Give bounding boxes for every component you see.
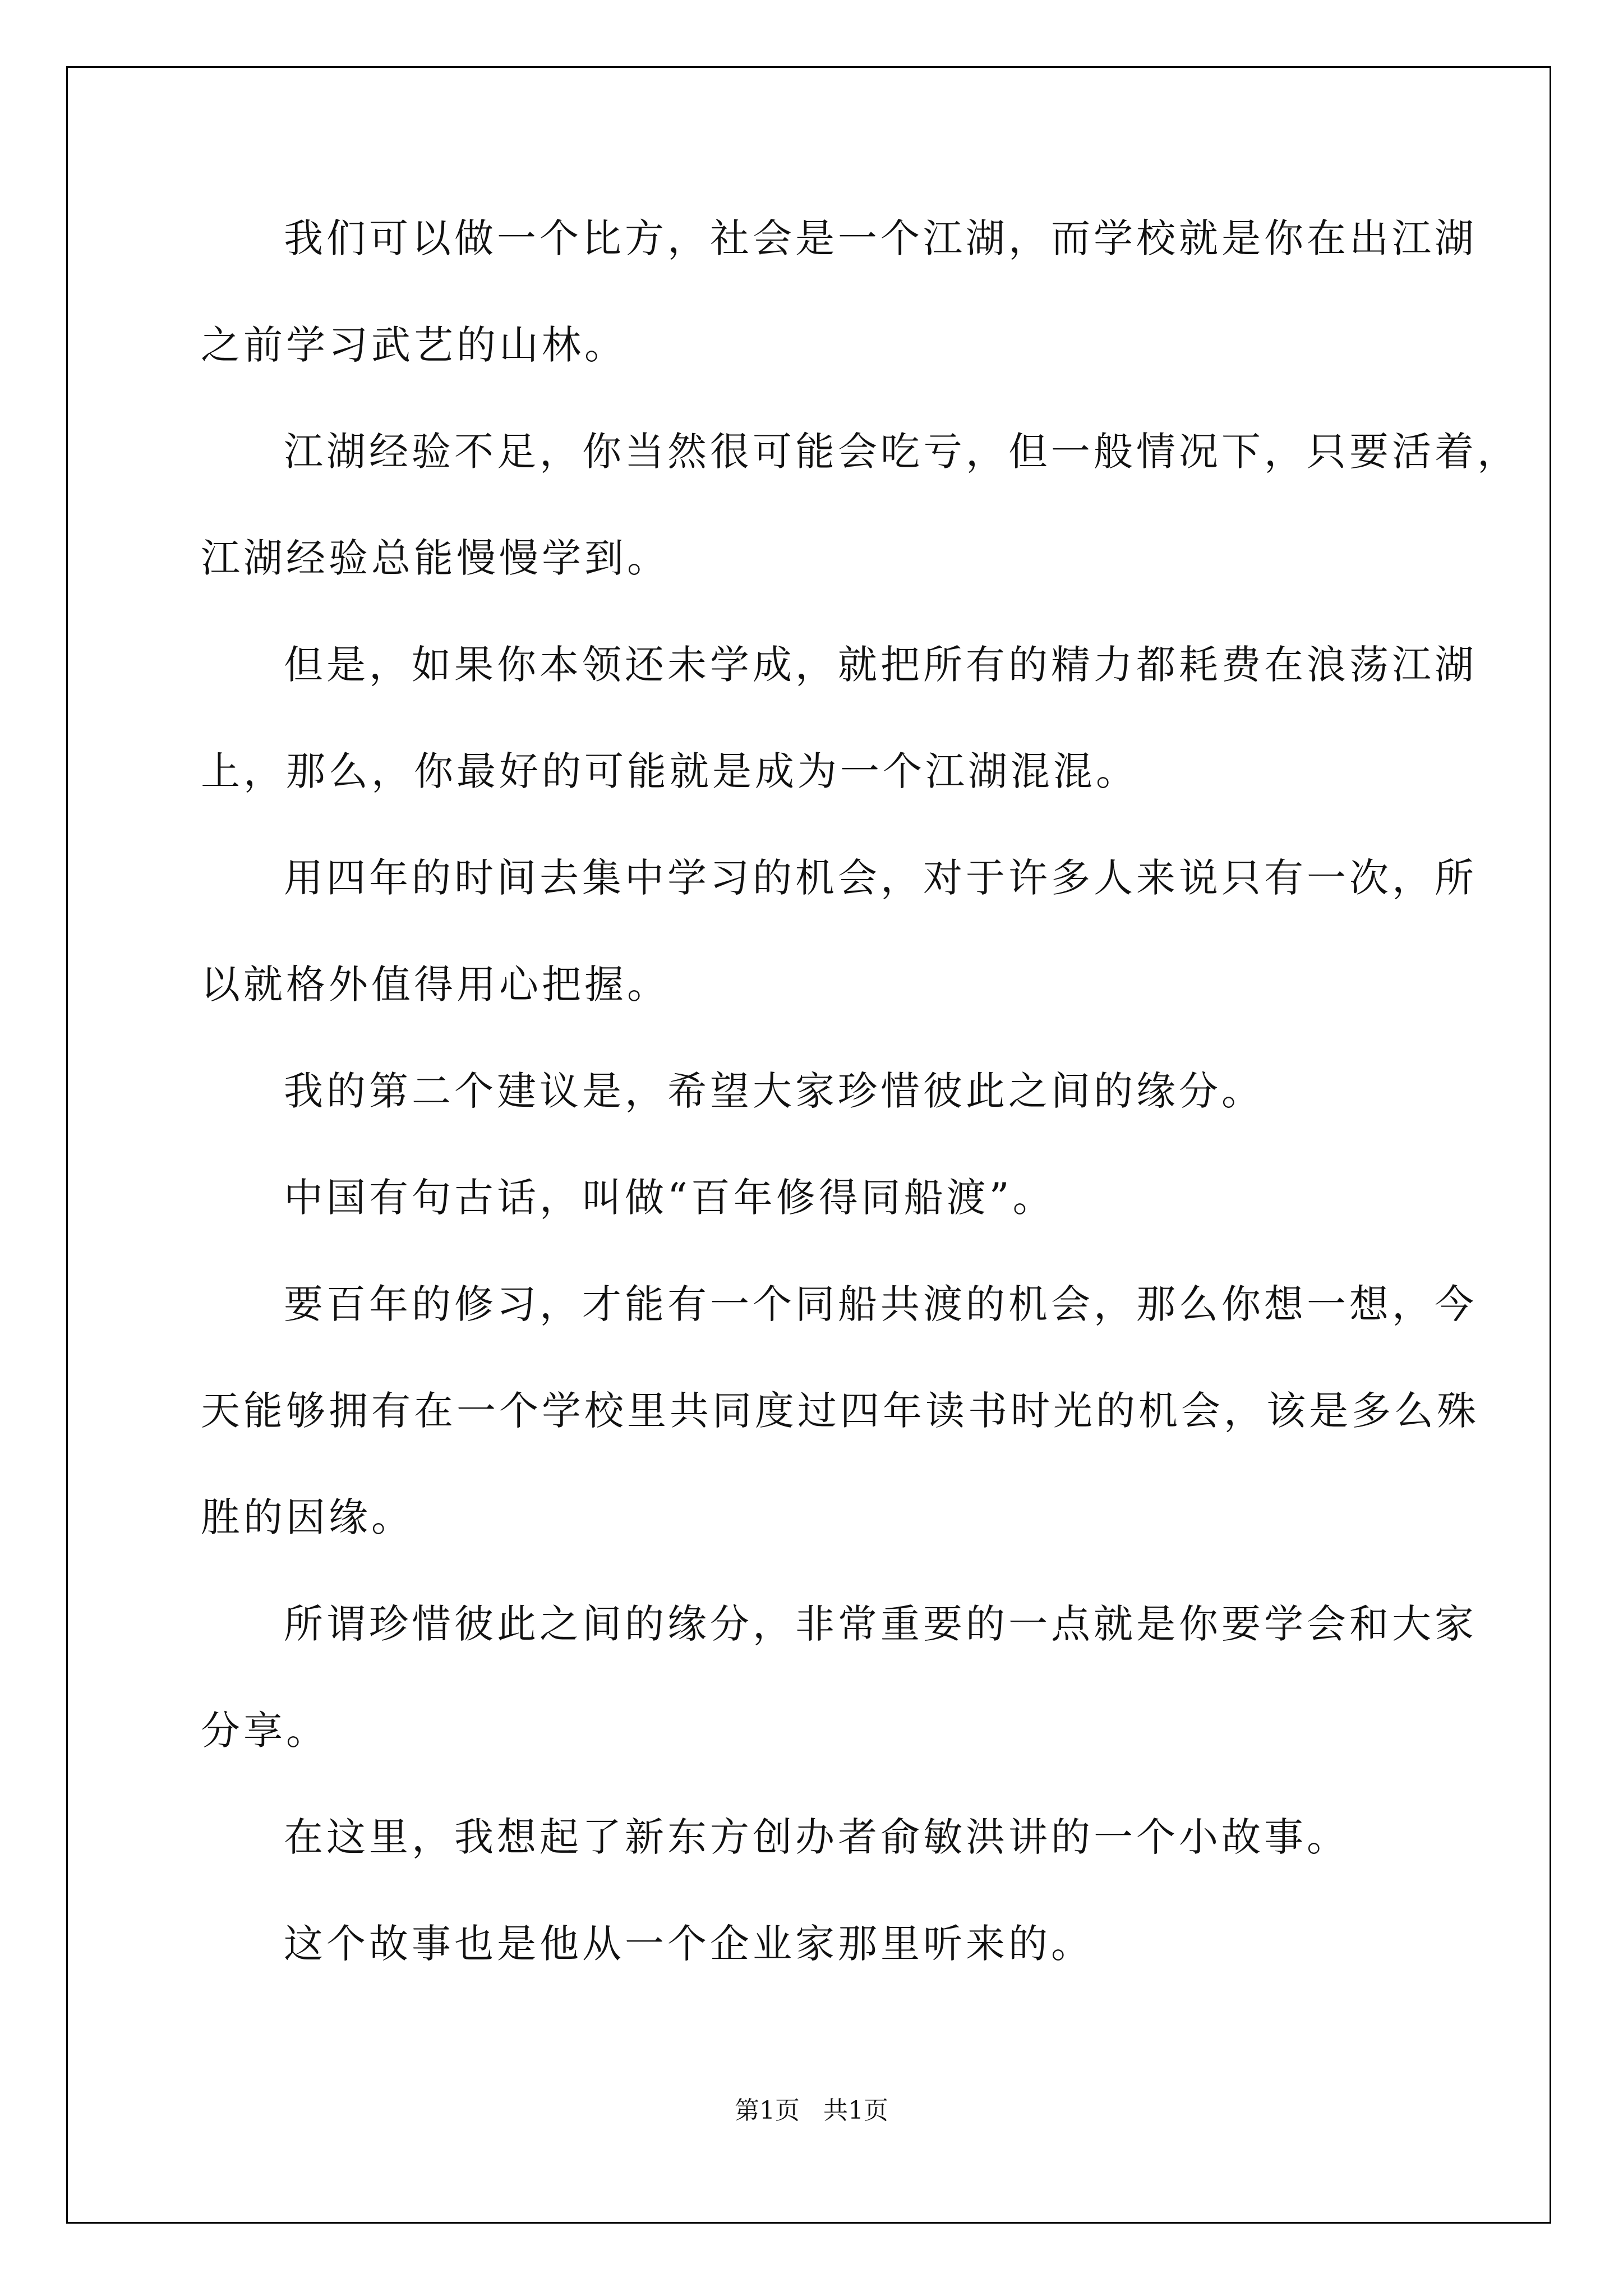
paragraph-2-line-2: 江湖经验总能慢慢学到。 [201,535,670,581]
paragraph-1-line-1: 我们可以做一个比方，社会是一个江湖，而学校就是你在出江湖 [284,215,1477,261]
paragraph-10-line-1: 这个故事也是他从一个企业家那里听来的。 [284,1921,1094,1967]
paragraph-7-line-3: 胜的因缘。 [201,1494,414,1540]
paragraph-9-line-1: 在这里，我想起了新东方创办者俞敏洪讲的一个小故事。 [284,1814,1349,1860]
paragraph-4-line-1: 用四年的时间去集中学习的机会，对于许多人来说只有一次，所 [284,855,1477,901]
paragraph-7-line-1: 要百年的修习，才能有一个同船共渡的机会，那么你想一想，今 [284,1281,1477,1327]
paragraph-8-line-2: 分享。 [201,1708,329,1754]
paragraph-3-line-1: 但是，如果你本领还未学成，就把所有的精力都耗费在浪荡江湖 [284,642,1477,688]
paragraph-7-line-2: 天能够拥有在一个学校里共同度过四年读书时光的机会，该是多么殊 [201,1388,1479,1434]
paragraph-6-line-1: 中国有句古话，叫做“百年修得同船渡”。 [284,1175,1055,1221]
paragraph-3-line-2: 上，那么，你最好的可能就是成为一个江湖混混。 [201,748,1138,794]
paragraph-1-line-2: 之前学习武艺的山林。 [201,322,627,368]
paragraph-4-line-2: 以就格外值得用心把握。 [201,961,670,1007]
paragraph-5-line-1: 我的第二个建议是，希望大家珍惜彼此之间的缘分。 [284,1068,1264,1114]
paragraph-8-line-1: 所谓珍惜彼此之间的缘分，非常重要的一点就是你要学会和大家 [284,1601,1477,1647]
page-border [66,66,1551,2224]
page-number-footer: 第1页 共1页 [735,2096,888,2125]
paragraph-2-line-1: 江湖经验不足，你当然很可能会吃亏，但一般情况下，只要活着， [284,429,1520,475]
